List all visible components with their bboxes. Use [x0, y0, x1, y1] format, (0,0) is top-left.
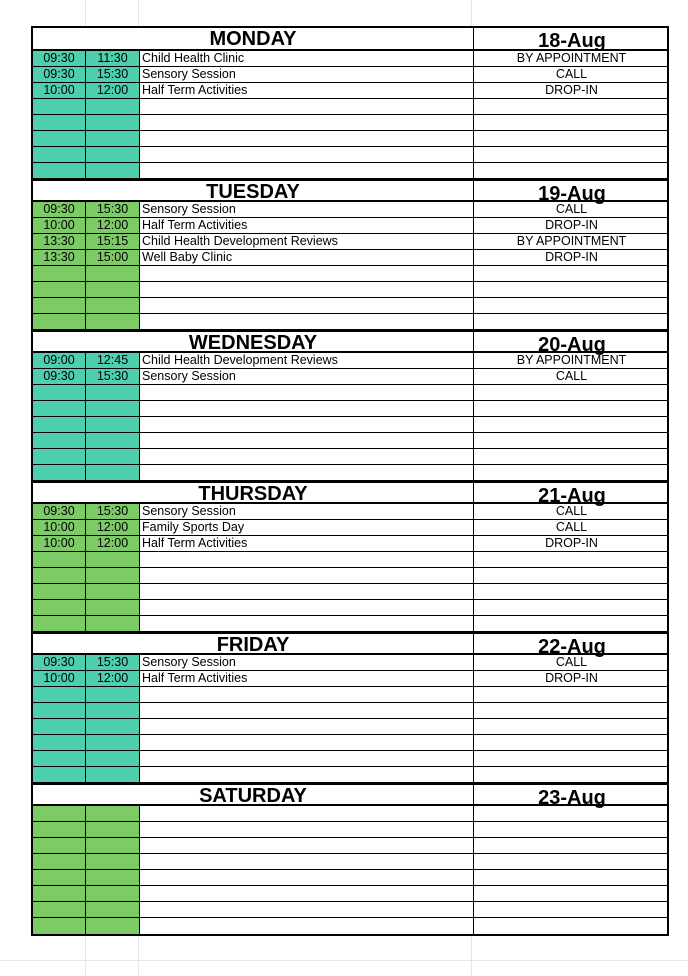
day-date: 21-Aug — [473, 483, 670, 502]
booking-cell[interactable] — [473, 266, 669, 281]
day-date: 19-Aug — [473, 181, 670, 200]
activity-cell[interactable] — [140, 449, 473, 464]
booking-cell[interactable] — [473, 99, 669, 114]
day-date: 22-Aug — [473, 634, 670, 653]
schedule-row — [33, 115, 667, 131]
activity-cell[interactable] — [140, 417, 473, 432]
end-time-cell[interactable]: 15:30 — [86, 655, 140, 670]
activity-cell[interactable] — [140, 735, 473, 750]
activity-cell[interactable] — [140, 918, 473, 934]
start-time-cell[interactable]: 09:30 — [33, 369, 86, 384]
schedule-row — [33, 99, 667, 115]
activity-cell[interactable]: Family Sports Day — [142, 520, 245, 534]
booking-cell[interactable]: BY APPOINTMENT — [473, 51, 669, 66]
schedule-row — [33, 131, 667, 147]
schedule-row — [33, 918, 667, 934]
end-time-cell[interactable]: 12:00 — [86, 520, 140, 535]
booking-cell[interactable]: DROP-IN — [473, 83, 669, 98]
day-date: 18-Aug — [473, 28, 670, 49]
schedule-row — [33, 568, 667, 584]
day-header — [33, 481, 667, 507]
end-time-cell[interactable] — [86, 767, 140, 782]
start-time-cell[interactable] — [33, 886, 86, 901]
end-time-cell[interactable] — [86, 600, 140, 615]
booking-cell[interactable]: CALL — [473, 202, 669, 217]
activity-cell[interactable] — [140, 616, 473, 631]
schedule-row — [33, 616, 667, 632]
booking-cell[interactable] — [473, 449, 669, 464]
schedule-row — [33, 449, 667, 465]
schedule-row — [33, 767, 667, 783]
booking-cell[interactable] — [473, 870, 669, 885]
start-time-cell[interactable] — [33, 314, 86, 329]
activity-cell[interactable]: Child Health Development Reviews — [142, 353, 338, 367]
activity-cell[interactable] — [140, 870, 473, 885]
day-date: 20-Aug — [473, 332, 670, 351]
end-time-cell[interactable] — [86, 433, 140, 448]
end-time-cell[interactable] — [86, 703, 140, 718]
booking-cell[interactable] — [473, 417, 669, 432]
schedule-row — [33, 234, 667, 250]
day-date: 23-Aug — [473, 785, 670, 804]
schedule-row — [33, 520, 667, 536]
start-time-cell[interactable]: 09:00 — [33, 353, 86, 368]
activity-cell[interactable] — [140, 806, 473, 821]
booking-cell[interactable] — [473, 584, 669, 599]
end-time-cell[interactable]: 15:30 — [86, 369, 140, 384]
end-time-cell[interactable] — [86, 552, 140, 567]
start-time-cell[interactable] — [33, 298, 86, 313]
schedule-row — [33, 369, 667, 385]
start-time-cell[interactable] — [33, 385, 86, 400]
day-header — [33, 783, 667, 809]
end-time-cell[interactable]: 15:30 — [86, 202, 140, 217]
schedule-row — [33, 822, 667, 838]
end-time-cell[interactable]: 15:15 — [86, 234, 140, 249]
end-time-cell[interactable] — [86, 449, 140, 464]
start-time-cell[interactable] — [33, 616, 86, 631]
booking-cell[interactable] — [473, 385, 669, 400]
schedule-row — [33, 51, 667, 67]
schedule-row — [33, 266, 667, 282]
booking-cell[interactable] — [473, 886, 669, 901]
start-time-cell[interactable] — [33, 806, 86, 821]
booking-cell[interactable] — [473, 822, 669, 837]
booking-cell[interactable] — [473, 115, 669, 130]
day-header — [33, 28, 667, 51]
booking-cell[interactable]: CALL — [473, 504, 669, 519]
start-time-cell[interactable]: 10:00 — [33, 83, 86, 98]
booking-cell[interactable] — [473, 735, 669, 750]
booking-cell[interactable] — [473, 131, 669, 146]
activity-cell[interactable] — [140, 314, 473, 329]
schedule-row — [33, 886, 667, 902]
booking-cell[interactable] — [473, 147, 669, 162]
booking-cell[interactable]: DROP-IN — [473, 671, 669, 686]
activity-cell[interactable]: Well Baby Clinic — [142, 250, 233, 264]
start-time-cell[interactable] — [33, 767, 86, 782]
booking-cell[interactable]: CALL — [473, 520, 669, 535]
schedule-row — [33, 552, 667, 568]
start-time-cell[interactable] — [33, 163, 86, 178]
schedule-row — [33, 401, 667, 417]
start-time-cell[interactable]: 09:30 — [33, 202, 86, 217]
end-time-cell[interactable] — [86, 822, 140, 837]
end-time-cell[interactable] — [86, 584, 140, 599]
schedule-row — [33, 600, 667, 616]
end-time-cell[interactable] — [86, 854, 140, 869]
booking-cell[interactable]: CALL — [473, 655, 669, 670]
end-time-cell[interactable]: 15:30 — [86, 504, 140, 519]
schedule-row — [33, 433, 667, 449]
schedule-row — [33, 584, 667, 600]
end-time-cell[interactable] — [86, 385, 140, 400]
activity-cell[interactable] — [140, 719, 473, 734]
booking-cell[interactable] — [473, 401, 669, 416]
activity-cell[interactable]: Sensory Session — [142, 369, 236, 383]
end-time-cell[interactable] — [86, 401, 140, 416]
start-time-cell[interactable]: 09:30 — [33, 67, 86, 82]
start-time-cell[interactable]: 10:00 — [33, 536, 86, 551]
start-time-cell[interactable]: 09:30 — [33, 504, 86, 519]
end-time-cell[interactable] — [86, 918, 140, 934]
activity-cell[interactable]: Half Term Activities — [142, 83, 248, 97]
schedule-row — [33, 687, 667, 703]
end-time-cell[interactable] — [86, 568, 140, 583]
activity-cell[interactable] — [140, 282, 473, 297]
weekly-schedule-table — [31, 26, 669, 936]
booking-cell[interactable] — [473, 433, 669, 448]
booking-cell[interactable] — [473, 600, 669, 615]
end-time-cell[interactable] — [86, 163, 140, 178]
schedule-row — [33, 298, 667, 314]
booking-cell[interactable] — [473, 767, 669, 782]
start-time-cell[interactable]: 09:30 — [33, 655, 86, 670]
schedule-row — [33, 282, 667, 298]
activity-cell[interactable] — [140, 433, 473, 448]
activity-cell[interactable]: Sensory Session — [142, 655, 236, 669]
activity-cell[interactable] — [140, 902, 473, 917]
schedule-row — [33, 735, 667, 751]
end-time-cell[interactable]: 15:30 — [86, 67, 140, 82]
schedule-row — [33, 671, 667, 687]
schedule-row — [33, 703, 667, 719]
start-time-cell[interactable] — [33, 735, 86, 750]
day-name: SATURDAY — [199, 785, 307, 807]
activity-cell[interactable]: Sensory Session — [142, 504, 236, 518]
activity-cell[interactable] — [140, 401, 473, 416]
booking-cell[interactable]: BY APPOINTMENT — [473, 353, 669, 368]
end-time-cell[interactable] — [86, 719, 140, 734]
activity-cell[interactable] — [140, 584, 473, 599]
activity-cell[interactable] — [140, 600, 473, 615]
booking-cell[interactable]: DROP-IN — [473, 250, 669, 265]
day-name: MONDAY — [209, 28, 297, 50]
schedule-row — [33, 870, 667, 886]
end-time-cell[interactable] — [86, 465, 140, 480]
activity-cell[interactable]: Half Term Activities — [142, 536, 248, 550]
end-time-cell[interactable] — [86, 417, 140, 432]
schedule-row — [33, 504, 667, 520]
booking-cell[interactable] — [473, 298, 669, 313]
activity-cell[interactable] — [140, 886, 473, 901]
start-time-cell[interactable] — [33, 751, 86, 766]
booking-cell[interactable] — [473, 568, 669, 583]
end-time-cell[interactable]: 12:00 — [86, 536, 140, 551]
start-time-cell[interactable] — [33, 147, 86, 162]
start-time-cell[interactable] — [33, 552, 86, 567]
booking-cell[interactable]: CALL — [473, 67, 669, 82]
booking-cell[interactable] — [473, 902, 669, 917]
day-header — [33, 179, 667, 205]
start-time-cell[interactable] — [33, 854, 86, 869]
end-time-cell[interactable]: 15:00 — [86, 250, 140, 265]
start-time-cell[interactable] — [33, 401, 86, 416]
start-time-cell[interactable]: 13:30 — [33, 234, 86, 249]
schedule-row — [33, 417, 667, 433]
activity-cell[interactable] — [140, 115, 473, 130]
booking-cell[interactable] — [473, 918, 669, 934]
start-time-cell[interactable] — [33, 568, 86, 583]
booking-cell[interactable]: BY APPOINTMENT — [473, 234, 669, 249]
schedule-row — [33, 353, 667, 369]
end-time-cell[interactable] — [86, 870, 140, 885]
start-time-cell[interactable] — [33, 719, 86, 734]
booking-cell[interactable] — [473, 282, 669, 297]
end-time-cell[interactable]: 12:00 — [86, 671, 140, 686]
schedule-row — [33, 719, 667, 735]
schedule-row — [33, 655, 667, 671]
end-time-cell[interactable] — [86, 886, 140, 901]
booking-cell[interactable] — [473, 616, 669, 631]
activity-cell[interactable]: Sensory Session — [142, 202, 236, 216]
day-name: FRIDAY — [216, 634, 290, 656]
start-time-cell[interactable]: 10:00 — [33, 520, 86, 535]
day-header — [33, 632, 667, 658]
schedule-row — [33, 314, 667, 330]
activity-cell[interactable] — [140, 163, 473, 178]
start-time-cell[interactable]: 09:30 — [33, 51, 86, 66]
activity-cell[interactable] — [140, 147, 473, 162]
booking-cell[interactable] — [473, 838, 669, 853]
end-time-cell[interactable] — [86, 147, 140, 162]
end-time-cell[interactable] — [86, 298, 140, 313]
activity-cell[interactable] — [140, 767, 473, 782]
activity-cell[interactable] — [140, 687, 473, 702]
schedule-row — [33, 147, 667, 163]
activity-cell[interactable] — [140, 838, 473, 853]
activity-cell[interactable] — [140, 552, 473, 567]
start-time-cell[interactable] — [33, 703, 86, 718]
end-time-cell[interactable]: 12:45 — [86, 353, 140, 368]
end-time-cell[interactable] — [86, 99, 140, 114]
schedule-row — [33, 385, 667, 401]
booking-cell[interactable] — [473, 703, 669, 718]
booking-cell[interactable] — [473, 806, 669, 821]
start-time-cell[interactable] — [33, 433, 86, 448]
start-time-cell[interactable] — [33, 918, 86, 934]
start-time-cell[interactable] — [33, 600, 86, 615]
end-time-cell[interactable] — [86, 751, 140, 766]
schedule-row — [33, 218, 667, 234]
schedule-row — [33, 465, 667, 481]
start-time-cell[interactable] — [33, 902, 86, 917]
end-time-cell[interactable] — [86, 902, 140, 917]
activity-cell[interactable] — [140, 854, 473, 869]
booking-cell[interactable]: DROP-IN — [473, 218, 669, 233]
end-time-cell[interactable] — [86, 266, 140, 281]
day-header — [33, 330, 667, 356]
start-time-cell[interactable]: 13:30 — [33, 250, 86, 265]
end-time-cell[interactable]: 11:30 — [86, 51, 140, 66]
schedule-row — [33, 202, 667, 218]
schedule-row — [33, 536, 667, 552]
activity-cell[interactable]: Sensory Session — [142, 67, 236, 81]
booking-cell[interactable] — [473, 719, 669, 734]
booking-cell[interactable] — [473, 854, 669, 869]
end-time-cell[interactable] — [86, 131, 140, 146]
activity-cell[interactable] — [140, 751, 473, 766]
schedule-row — [33, 83, 667, 99]
schedule-row — [33, 902, 667, 918]
start-time-cell[interactable] — [33, 449, 86, 464]
start-time-cell[interactable] — [33, 687, 86, 702]
activity-cell[interactable]: Half Term Activities — [142, 218, 248, 232]
schedule-row — [33, 854, 667, 870]
activity-cell[interactable] — [140, 822, 473, 837]
day-name: WEDNESDAY — [188, 332, 318, 354]
schedule-row — [33, 250, 667, 266]
activity-cell[interactable]: Child Health Development Reviews — [142, 234, 338, 248]
booking-cell[interactable] — [473, 314, 669, 329]
start-time-cell[interactable] — [33, 417, 86, 432]
end-time-cell[interactable] — [86, 806, 140, 821]
booking-cell[interactable] — [473, 163, 669, 178]
end-time-cell[interactable] — [86, 282, 140, 297]
booking-cell[interactable] — [473, 687, 669, 702]
activity-cell[interactable] — [140, 568, 473, 583]
end-time-cell[interactable] — [86, 687, 140, 702]
start-time-cell[interactable] — [33, 266, 86, 281]
end-time-cell[interactable] — [86, 314, 140, 329]
schedule-row — [33, 751, 667, 767]
schedule-row — [33, 838, 667, 854]
end-time-cell[interactable] — [86, 616, 140, 631]
end-time-cell[interactable] — [86, 735, 140, 750]
activity-cell[interactable]: Child Health Clinic — [142, 51, 245, 65]
schedule-row — [33, 806, 667, 822]
day-name: TUESDAY — [206, 181, 300, 203]
booking-cell[interactable]: DROP-IN — [473, 536, 669, 551]
start-time-cell[interactable] — [33, 870, 86, 885]
start-time-cell[interactable] — [33, 465, 86, 480]
booking-cell[interactable] — [473, 465, 669, 480]
end-time-cell[interactable] — [86, 115, 140, 130]
booking-cell[interactable]: CALL — [473, 369, 669, 384]
activity-cell[interactable] — [140, 298, 473, 313]
activity-cell[interactable] — [140, 99, 473, 114]
start-time-cell[interactable] — [33, 99, 86, 114]
booking-cell[interactable] — [473, 552, 669, 567]
activity-cell[interactable] — [140, 266, 473, 281]
booking-cell[interactable] — [473, 751, 669, 766]
schedule-row — [33, 163, 667, 179]
activity-cell[interactable] — [140, 465, 473, 480]
start-time-cell[interactable] — [33, 282, 86, 297]
start-time-cell[interactable] — [33, 115, 86, 130]
start-time-cell[interactable] — [33, 131, 86, 146]
end-time-cell[interactable]: 12:00 — [86, 218, 140, 233]
activity-cell[interactable] — [140, 385, 473, 400]
start-time-cell[interactable] — [33, 584, 86, 599]
day-name: THURSDAY — [198, 483, 308, 505]
activity-cell[interactable]: Half Term Activities — [142, 671, 248, 685]
start-time-cell[interactable] — [33, 822, 86, 837]
start-time-cell[interactable]: 10:00 — [33, 218, 86, 233]
end-time-cell[interactable]: 12:00 — [86, 83, 140, 98]
activity-cell[interactable] — [140, 131, 473, 146]
start-time-cell[interactable]: 10:00 — [33, 671, 86, 686]
start-time-cell[interactable] — [33, 838, 86, 853]
schedule-row — [33, 67, 667, 83]
end-time-cell[interactable] — [86, 838, 140, 853]
activity-cell[interactable] — [140, 703, 473, 718]
